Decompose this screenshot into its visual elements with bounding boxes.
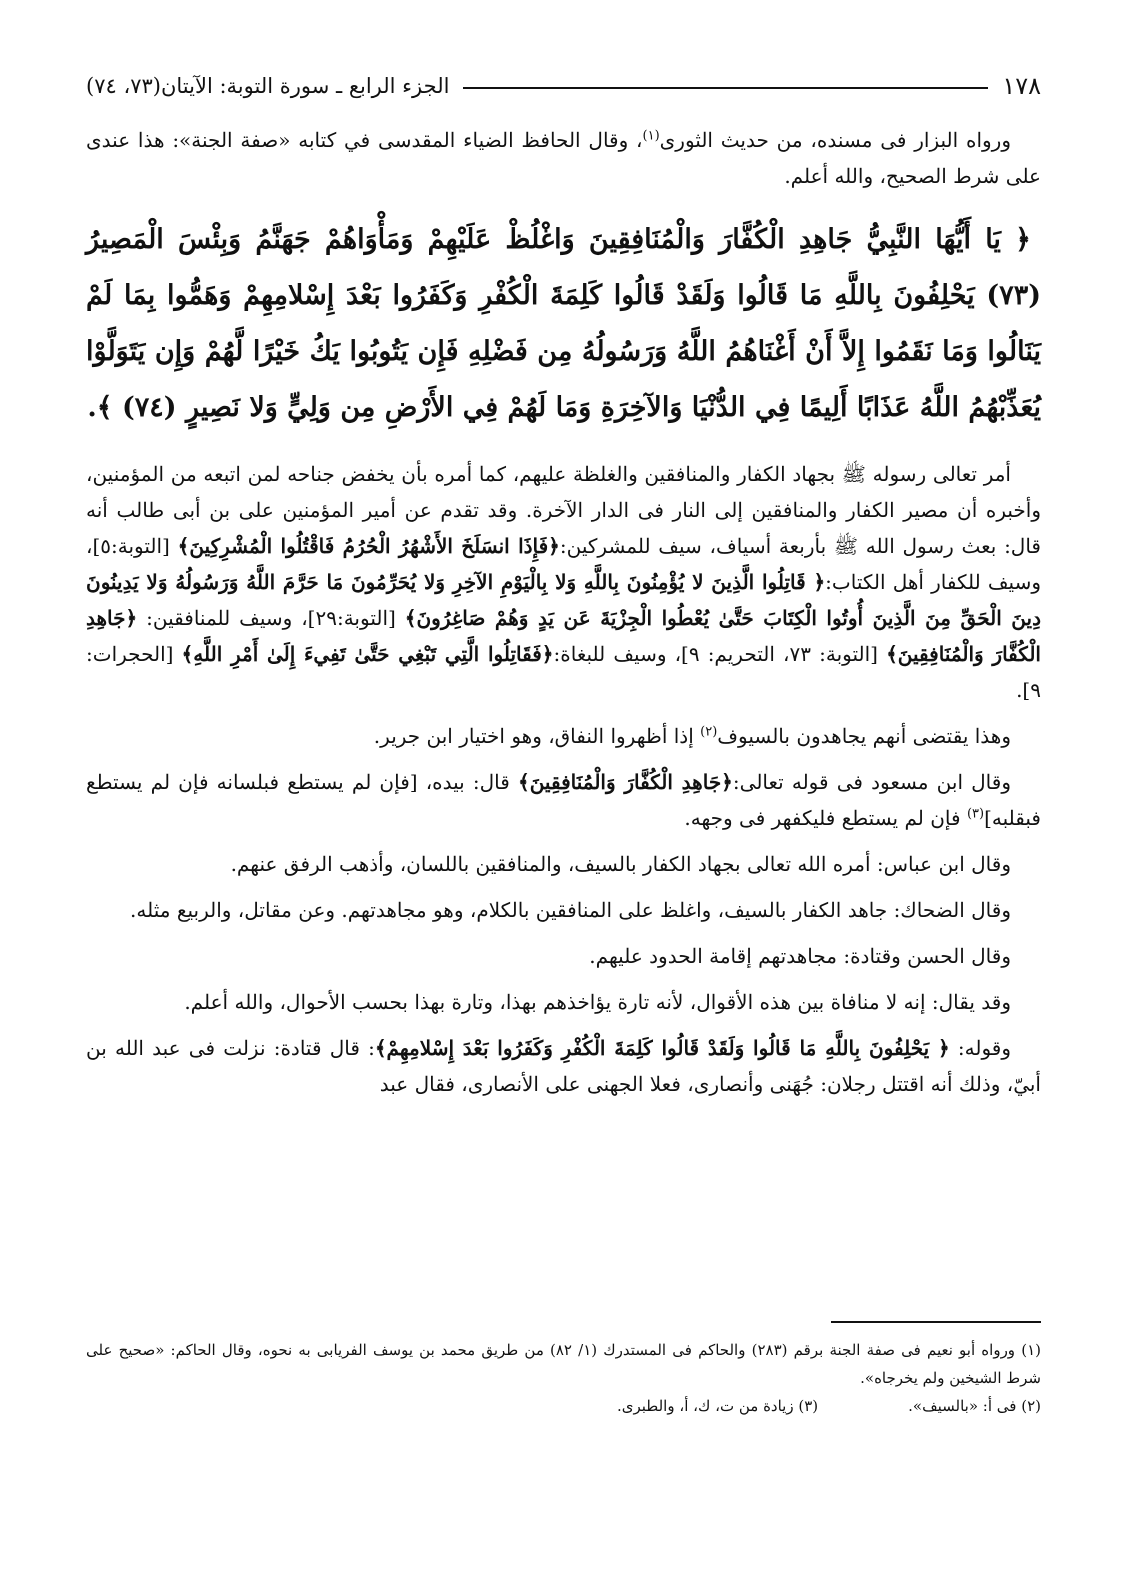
footnote-ref: (٣) (966, 806, 985, 822)
paragraph: ورواه البزار فى مسنده، من حديث الثورى$^{(١)}$، وقال الحافظ الضياء المقدسى في كتابه «صفة الجنة»: هذا عندى على شرط الصحيح، والله أعلم. (86, 128, 1041, 188)
running-header (86, 66, 1041, 106)
footnote-ref: (١) (642, 128, 660, 144)
footnotes (86, 1336, 1041, 1420)
paragraph: وقال الحسن وقتادة: مجاهدتهم إقامة الحدود عليهم. (589, 944, 1011, 968)
paragraph: وقوله: ﴿ يَحْلِفُونَ بِاللَّهِ مَا قَالُوا وَلَقَدْ قَالُوا كَلِمَةَ الْكُفْرِ وَكَفَرُوا بَعْدَ إِسْلامِهِمْ﴾: قال قتادة: نزلت فى عبد الله بن أبيّ، وذلك أنه اقتتل رجلان: جُهَنى وأنصارى، فعلا الجهنى على الأنصارى، فقال عبد (86, 1036, 1041, 1096)
quran-quote: ﴿جَاهِدِ الْكُفَّارَ وَالْمُنَافِقِينَ﴾ (86, 606, 1041, 666)
footnote-ref: (٢) (700, 724, 718, 740)
paragraph: أمر تعالى رسوله ﷺ بجهاد الكفار والمنافقين والغلظة عليهم، كما أمره بأن يخفض جناحه لمن اتبعه من المؤمنين، وأخبره أن مصير الكفار والمنافقين إلى النار فى الدار الآخرة. وقد تقدم عن أمير المؤمنين على بن أبى طالب أنه قال: بعث رسول الله ﷺ بأربعة أسياف، سيف للمشركين:﴿فَإِذَا انسَلَخَ الأَشْهُرُ الْحُرُمُ فَاقْتُلُوا الْمُشْرِكِينَ﴾ [التوبة:٥]، وسيف للكفار أهل الكتاب:﴿ قَاتِلُوا الَّذِينَ لا يُؤْمِنُونَ بِاللَّهِ وَلا بِالْيَوْمِ الآخِرِ وَلا يُحَرِّمُونَ مَا حَرَّمَ اللَّهُ وَرَسُولُهُ وَلا يَدِينُونَ دِينَ الْحَقِّ مِنَ الَّذِينَ أُوتُوا الْكِتَابَ حَتَّىٰ يُعْطُوا الْجِزْيَةَ عَن يَدٍ وَهُمْ صَاغِرُونَ﴾ [التوبة:٢٩]، وسيف للمنافقين: ﴿جَاهِدِ الْكُفَّارَ وَالْمُنَافِقِينَ﴾ [التوبة: ٧٣، التحريم: ٩]، وسيف للبغاة:﴿فَقَاتِلُوا الَّتِي تَبْغِي حَتَّىٰ تَفِيءَ إِلَىٰ أَمْرِ اللَّهِ﴾ [الحجرات: ٩]. (86, 462, 1041, 702)
header-rule (463, 87, 988, 89)
paragraph: وهذا يقتضى أنهم يجاهدون بالسيوف$^{(٢)}$ إذا أظهروا النفاق، وهو اختيار ابن جرير. (373, 724, 1011, 748)
paragraph: وقال ابن مسعود فى قوله تعالى:﴿جَاهِدِ الْكُفَّارَ وَالْمُنَافِقِينَ﴾ قال: بيده، [فإن لم يستطع فبلسانه فإن لم يستطع فبقلبه]$^{(٣)}$ فإن لم يستطع فليكفهر فى وجهه. (86, 770, 1041, 830)
paragraph: وقد يقال: إنه لا منافاة بين هذه الأقوال، لأنه تارة يؤاخذهم بهذا، وتارة بهذا بحسب الأحوال، والله أعلم. (184, 990, 1011, 1014)
main-text (86, 122, 1041, 1112)
quran-verse-block: ﴿ يَا أَيُّهَا النَّبِيُّ جَاهِدِ الْكُفَّارَ وَالْمُنَافِقِينَ وَاغْلُظْ عَلَيْهِمْ وَمَأْوَاهُمْ جَهَنَّمُ وَبِئْسَ الْمَصِيرُ (٧٣) يَحْلِفُونَ بِاللَّهِ مَا قَالُوا وَلَقَدْ قَالُوا كَلِمَةَ الْكُفْرِ وَكَفَرُوا بَعْدَ إِسْلامِهِمْ وَهَمُّوا بِمَا لَمْ يَنَالُوا وَمَا نَقَمُوا إِلاَّ أَنْ أَغْنَاهُمُ اللَّهُ وَرَسُولُهُ مِن فَضْلِهِ فَإِن يَتُوبُوا يَكُ خَيْرًا لَّهُمْ وَإِن يَتَوَلَّوْا يُعَذِّبْهُمُ اللَّهُ عَذَابًا أَلِيمًا فِي الدُّنْيَا وَالآخِرَةِ وَمَا لَهُمْ فِي الأَرْضِ مِن وَلِيٍّ وَلا نَصِيرٍ (٧٤) ﴾. (86, 224, 1041, 423)
footnote: (٣) زيادة من ت، ك، أ، والطبرى. (617, 1397, 819, 1415)
paragraph: وقال الضحاك: جاهد الكفار بالسيف، واغلظ على المنافقين بالكلام، وهو مجاهدتهم. وعن مقاتل، والربيع مثله. (130, 898, 1011, 922)
quran-quote: ﴿فَقَاتِلُوا الَّتِي تَبْغِي حَتَّىٰ تَفِيءَ إِلَىٰ أَمْرِ اللَّهِ﴾ (181, 642, 554, 666)
paragraph: وقال ابن عباس: أمره الله تعالى بجهاد الكفار بالسيف، والمنافقين باللسان، وأذهب الرفق عنهم. (230, 852, 1011, 876)
quran-quote: ﴿ قَاتِلُوا الَّذِينَ لا يُؤْمِنُونَ بِاللَّهِ وَلا بِالْيَوْمِ الآخِرِ وَلا يُحَرِّمُونَ مَا حَرَّمَ اللَّهُ وَرَسُولُهُ وَلا يَدِينُونَ دِينَ الْحَقِّ مِنَ الَّذِينَ أُوتُوا الْكِتَابَ حَتَّىٰ يُعْطُوا الْجِزْيَةَ عَن يَدٍ وَهُمْ صَاغِرُونَ﴾ (86, 570, 1041, 630)
footnote: (١) ورواه أبو نعيم فى صفة الجنة برقم (٢٨٣) والحاكم فى المستدرك (١/ ٨٢) من طريق محمد بن يوسف الفريابى به نحوه، وقال الحاكم: «صحيح على شرط الشيخين ولم يخرجاه». (86, 1341, 1041, 1387)
quran-quote: ﴿فَإِذَا انسَلَخَ الأَشْهُرُ الْحُرُمُ فَاقْتُلُوا الْمُشْرِكِينَ﴾ (177, 534, 560, 558)
running-title: الجزء الرابع ـ سورة التوبة: الآيتان(٧٣، ٧٤) (86, 74, 450, 98)
quran-quote: ﴿جَاهِدِ الْكُفَّارَ وَالْمُنَافِقِينَ﴾ (517, 770, 733, 794)
footnote: (٢) فى أ: «بالسيف». (908, 1397, 1041, 1415)
quran-quote: ﴿ يَحْلِفُونَ بِاللَّهِ مَا قَالُوا وَلَقَدْ قَالُوا كَلِمَةَ الْكُفْرِ وَكَفَرُوا بَعْدَ إِسْلامِهِمْ﴾ (374, 1036, 950, 1060)
page-number: ١٧٨ (1002, 72, 1041, 100)
footnote-separator (831, 1321, 1041, 1323)
